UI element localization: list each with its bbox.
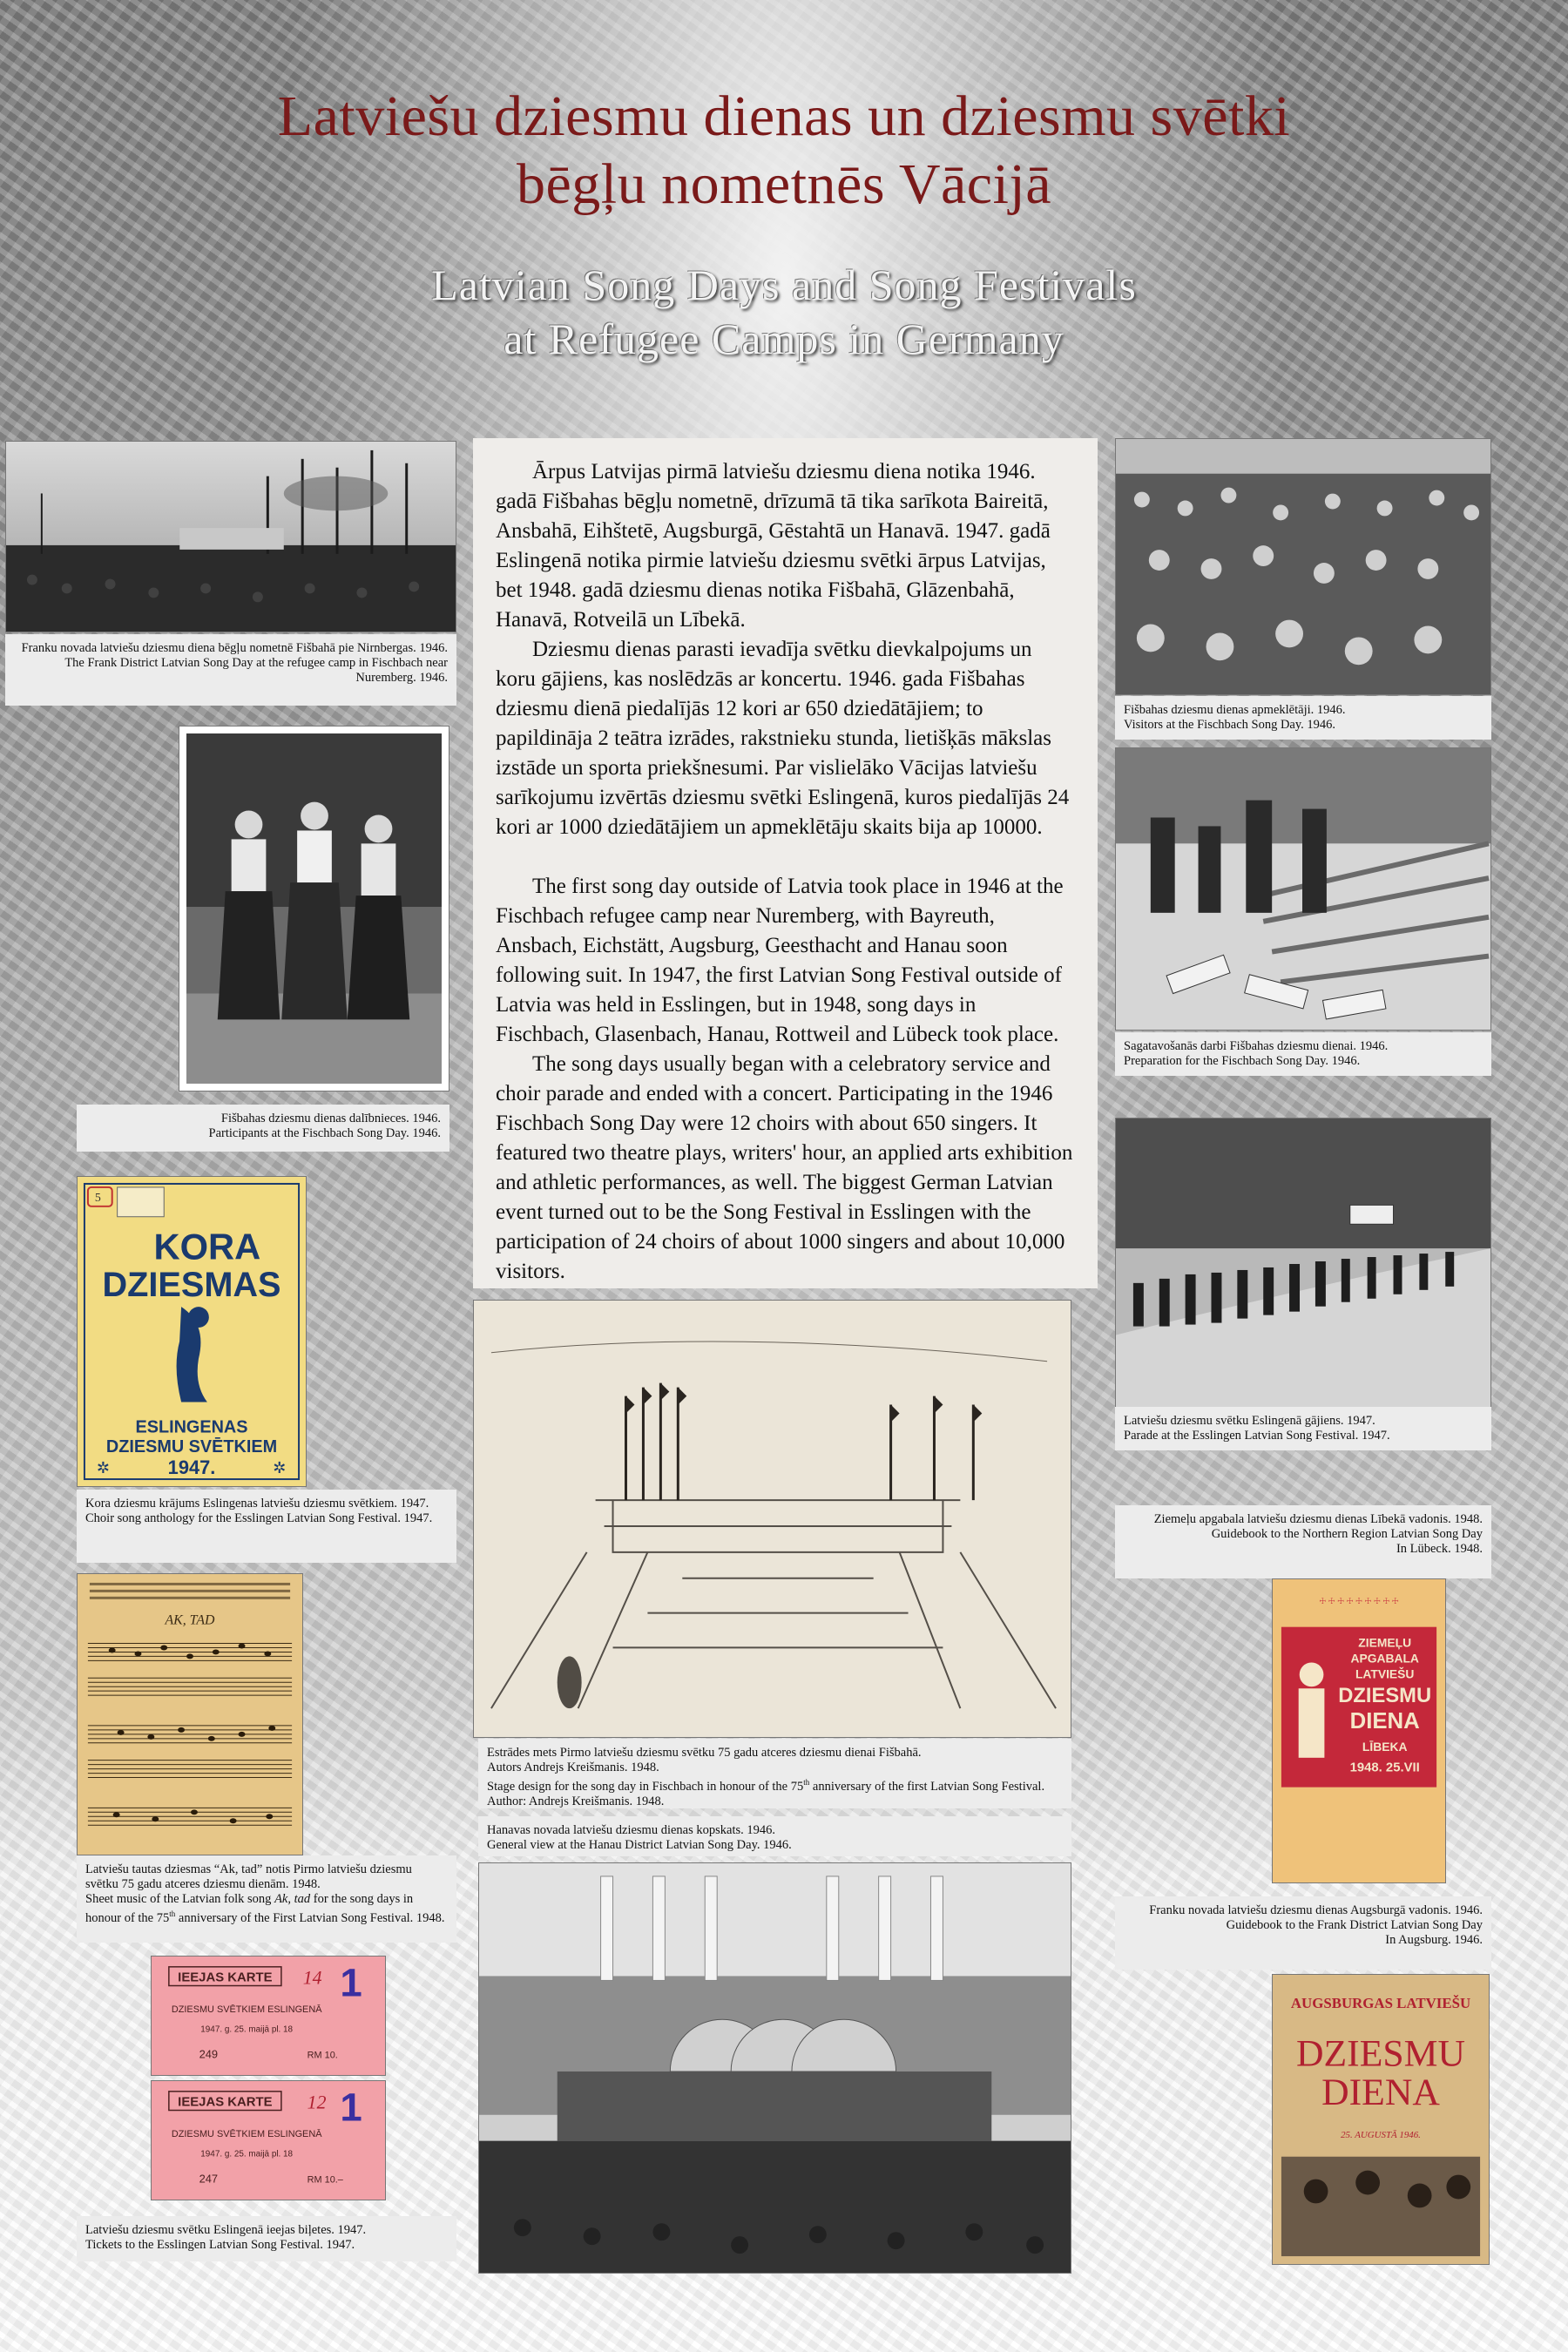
photo-participants: [179, 726, 449, 1092]
title-en-line1: Latvian Song Days and Song Festivals: [431, 260, 1137, 309]
sheet-title: AK, TAD: [165, 1612, 215, 1628]
caption-en: Tickets to the Esslingen Latvian Song Festival. 1947.: [85, 2238, 355, 2252]
title-en-line2: at Refugee Camps in Germany: [504, 314, 1064, 363]
kora-year: 1947.: [167, 1456, 216, 1479]
lubeck-l6: LĪBEKA: [1362, 1739, 1408, 1754]
kora-line2: DZIESMAS: [102, 1266, 281, 1305]
title-english: [0, 258, 1568, 366]
kora-line3: ESLINGENAS: [135, 1417, 248, 1437]
lubeck-l5: DIENA: [1349, 1708, 1420, 1734]
ticket-head: IEEJAS KARTE: [178, 2095, 273, 2110]
caption-parade: [1115, 1407, 1491, 1450]
caption-en: Choir song anthology for the Esslingen Latvian Song Festival. 1947.: [85, 1511, 433, 1525]
caption-en: Participants at the Fischbach Song Day. 1946.: [208, 1126, 441, 1140]
ticket-head: IEEJAS KARTE: [178, 1970, 273, 1985]
sheet-music-ak-tad: [77, 1573, 303, 1855]
lubeck-l1: ZIEMEĻU: [1358, 1635, 1412, 1650]
caption-hanau: [478, 1816, 1071, 1856]
caption-lv: Latviešu dziesmu svētku Eslingenā ieejas biļetes. 1947.: [85, 2223, 367, 2237]
caption-en: In Lübeck. 1948.: [1396, 1542, 1483, 1556]
caption-frank-district-song-day: [5, 634, 456, 706]
caption-participants: [77, 1105, 449, 1152]
caption-visitors: [1115, 696, 1491, 740]
caption-en: General view at the Hanau District Latvian Song Day. 1946.: [487, 1838, 792, 1852]
caption-en: Parade at the Esslingen Latvian Song Festival. 1947.: [1124, 1429, 1390, 1443]
augsburg-l4: 25. AUGUSTĀ 1946.: [1341, 2129, 1421, 2140]
caption-sheet-music: [77, 1855, 456, 1943]
photo-preparation: [1115, 747, 1491, 1031]
text-en-paragraph-2: The song days usually began with a celebratory service and choir parade and ended with a concert. Participating in the 1946 Fischbach Song Day were 12 choirs with about 650 singers. It featured two theatre plays, writers' hour, an applied arts exhibition and athletic performances, as well. The biggest German Latvian event turned out to be the Song Festival in Esslingen with the participation of 24 choirs of about 1000 singers and about 10,000 visitors.: [496, 1052, 1073, 1283]
caption-lv: Latviešu dziesmu svētku Eslingenā gājiens. 1947.: [1124, 1414, 1375, 1428]
caption-lv: Latviešu tautas dziesmas “Ak, tad” notis Pirmo latviešu dziesmu svētku 75 gadu atceres dziesmu dienām. 1948.: [85, 1862, 412, 1891]
title-lv-line1: Latviešu dziesmu dienas un dziesmu svētki: [277, 84, 1291, 148]
stage-design-drawing: [473, 1300, 1071, 1738]
caption-en: Guidebook to the Frank District Latvian Song Day: [1226, 1918, 1483, 1932]
lubeck-l2: APGABALA: [1350, 1651, 1419, 1666]
text-en-paragraph-1: The first song day outside of Latvia took place in 1946 at the Fischbach refugee camp near Nuremberg, with Bayreuth, Ansbach, Eichstätt, Augsburg, Geesthacht and Hanau soon following suit. In 1947, the first Latvian Song Festival outside of Latvia was held in Esslingen, but in 1948, song days in Fischbach, Glasenbach, Hanau, Rottweil and Lübeck took place.: [496, 875, 1064, 1046]
caption-lv: Franku novada latviešu dziesmu dienas Augsburgā vadonis. 1946.: [1149, 1903, 1483, 1917]
lubeck-guide-cover: [1272, 1578, 1446, 1883]
ticket-serial: 249: [199, 2047, 219, 2061]
caption-en: The Frank District Latvian Song Day at the refugee camp in Fischbach near Nuremberg. 1946.: [64, 656, 448, 685]
kora-line1: KORA: [153, 1226, 261, 1267]
caption-en: Preparation for the Fischbach Song Day. 1946.: [1124, 1054, 1361, 1068]
ticket-number: 1: [340, 2085, 362, 2130]
caption-anthology: [77, 1490, 456, 1563]
text-lv-paragraph-2: Dziesmu dienas parasti ievadīja svētku dievkalpojums un koru gājiens, kas noslēdzās ar koncertu. 1946. gada Fišbahas dziesmu dienā piedalījās 12 kori ar 650 dziedātājiem; to papildināja 2 teātra izrādes, rakstnieku stunda, lietišķās mākslas izstāde un sporta priekšnesumi. Par vislielāko Vācijas latviešu sarīkojumu izvērtās dziesmu svētki Eslingenā, kuros piedalījās 24 kori ar 1000 dziedātājiem un apmeklētāju skaits bija ap 10000.: [496, 638, 1070, 839]
ticket-number: 1: [340, 1960, 362, 2005]
caption-lubeck-guide: [1115, 1505, 1491, 1578]
caption-lv: Hanavas novada latviešu dziesmu dienas kopskats. 1946.: [487, 1823, 776, 1837]
photo-parade: [1115, 1118, 1491, 1408]
caption-preparation: [1115, 1032, 1491, 1076]
caption-en: Stage design for the song day in Fischbach in honour of the 75th anniversary of the first Latvian Song Festival. Author: Andrejs Kreišmanis. 1948.: [487, 1778, 1045, 1808]
augsburg-guide-cover: [1272, 1974, 1490, 2265]
caption-lv: Fišbahas dziesmu dienas dalībnieces. 1946.: [220, 1112, 441, 1125]
ticket-date: 1947. g. 25. maijā pl. 18: [200, 2024, 294, 2035]
caption-en: Guidebook to the Northern Region Latvian Song Day: [1211, 1527, 1483, 1541]
ticket-hand: 14: [302, 1967, 322, 1989]
caption-lv: Estrādes mets Pirmo latviešu dziesmu svētku 75 gadu atceres dziesmu dienai Fišbahā.: [487, 1746, 922, 1760]
kora-dziesmas-cover: [77, 1176, 307, 1487]
ticket-serial: 247: [199, 2172, 219, 2186]
caption-lv: Franku novada latviešu dziesmu diena bēgļu nometnē Fišbahā pie Nirnbergas. 1946.: [21, 641, 448, 655]
ticket-date: 1947. g. 25. maijā pl. 18: [200, 2149, 294, 2159]
title-lv-line2: bēgļu nometnēs Vācijā: [516, 152, 1052, 216]
caption-augsburg-guide: [1115, 1896, 1491, 1970]
caption-lv: Ziemeļu apgabala latviešu dziesmu dienas Lībekā vadonis. 1948.: [1153, 1512, 1483, 1526]
title-latvian: [0, 83, 1568, 219]
snowflake-icon: ✲: [273, 1459, 287, 1477]
snowflake-icon: ✲: [96, 1459, 110, 1477]
lubeck-l7: 1948. 25.VII: [1349, 1761, 1420, 1775]
caption-stage-design: [478, 1739, 1071, 1808]
kora-line4: DZIESMU SVĒTKIEM: [105, 1437, 278, 1457]
ticket-sub: DZIESMU SVĒTKIEM ESLINGENĀ: [171, 2004, 322, 2016]
caption-lv: Autors Andrejs Kreišmanis. 1948.: [487, 1761, 659, 1774]
svg-text:☩ ☩ ☩ ☩ ☩ ☩ ☩ ☩ ☩: ☩ ☩ ☩ ☩ ☩ ☩ ☩ ☩ ☩: [1319, 1596, 1399, 1605]
main-text-panel: [473, 438, 1098, 1288]
text-lv-paragraph-1: Ārpus Latvijas pirmā latviešu dziesmu diena notika 1946. gadā Fišbahas bēgļu nometnē, drīzumā tā tika sarīkota Baireitā, Ansbahā, Eihštetē, Augsburgā, Gēstahtā un Hanavā. 1947. gadā Eslingenā notika pirmie latviešu dziesmu svētki ārpus Latvijas, bet 1948. gadā dziesmu dienas notika Fišbahā, Glāzenbahā, Hanavā, Rotveilā un Lībekā.: [496, 460, 1051, 632]
caption-lv: Fišbahas dziesmu dienas apmeklētāji. 1946.: [1124, 703, 1346, 717]
augsburg-l3: DIENA: [1321, 2072, 1440, 2114]
augsburg-l2: DZIESMU: [1296, 2032, 1465, 2075]
caption-en: Sheet music of the Latvian folk song Ak, tad for the song days in honour of the 75th anniversary of the First Latvian Song Festival. 1948.: [85, 1892, 445, 1925]
photo-hanau-general-view: [478, 1862, 1071, 2274]
ticket-1: [151, 1956, 386, 2076]
lubeck-l3: LATVIEŠU: [1355, 1666, 1415, 1681]
caption-en: Visitors at the Fischbach Song Day. 1946.: [1124, 718, 1336, 732]
caption-lv: Sagatavošanās darbi Fišbahas dziesmu dienai. 1946.: [1124, 1039, 1389, 1053]
lubeck-l4: DZIESMU: [1338, 1684, 1432, 1708]
caption-en: In Augsburg. 1946.: [1385, 1933, 1483, 1947]
ticket-hand: 12: [307, 2092, 327, 2113]
caption-tickets: [77, 2216, 456, 2261]
ticket-2: [151, 2080, 386, 2200]
caption-lv: Kora dziesmu krājums Eslingenas latviešu dziesmu svētkiem. 1947.: [85, 1497, 429, 1511]
ticket-price: RM 10.–: [307, 2174, 343, 2186]
photo-frank-district-song-day: [5, 441, 456, 632]
photo-visitors: [1115, 438, 1491, 695]
ticket-sub: DZIESMU SVĒTKIEM ESLINGENĀ: [171, 2129, 322, 2140]
augsburg-l1: AUGSBURGAS LATVIEŠU: [1290, 1994, 1471, 2011]
stamp-number: 5: [94, 1191, 101, 1205]
ticket-price: RM 10.: [307, 2050, 338, 2061]
